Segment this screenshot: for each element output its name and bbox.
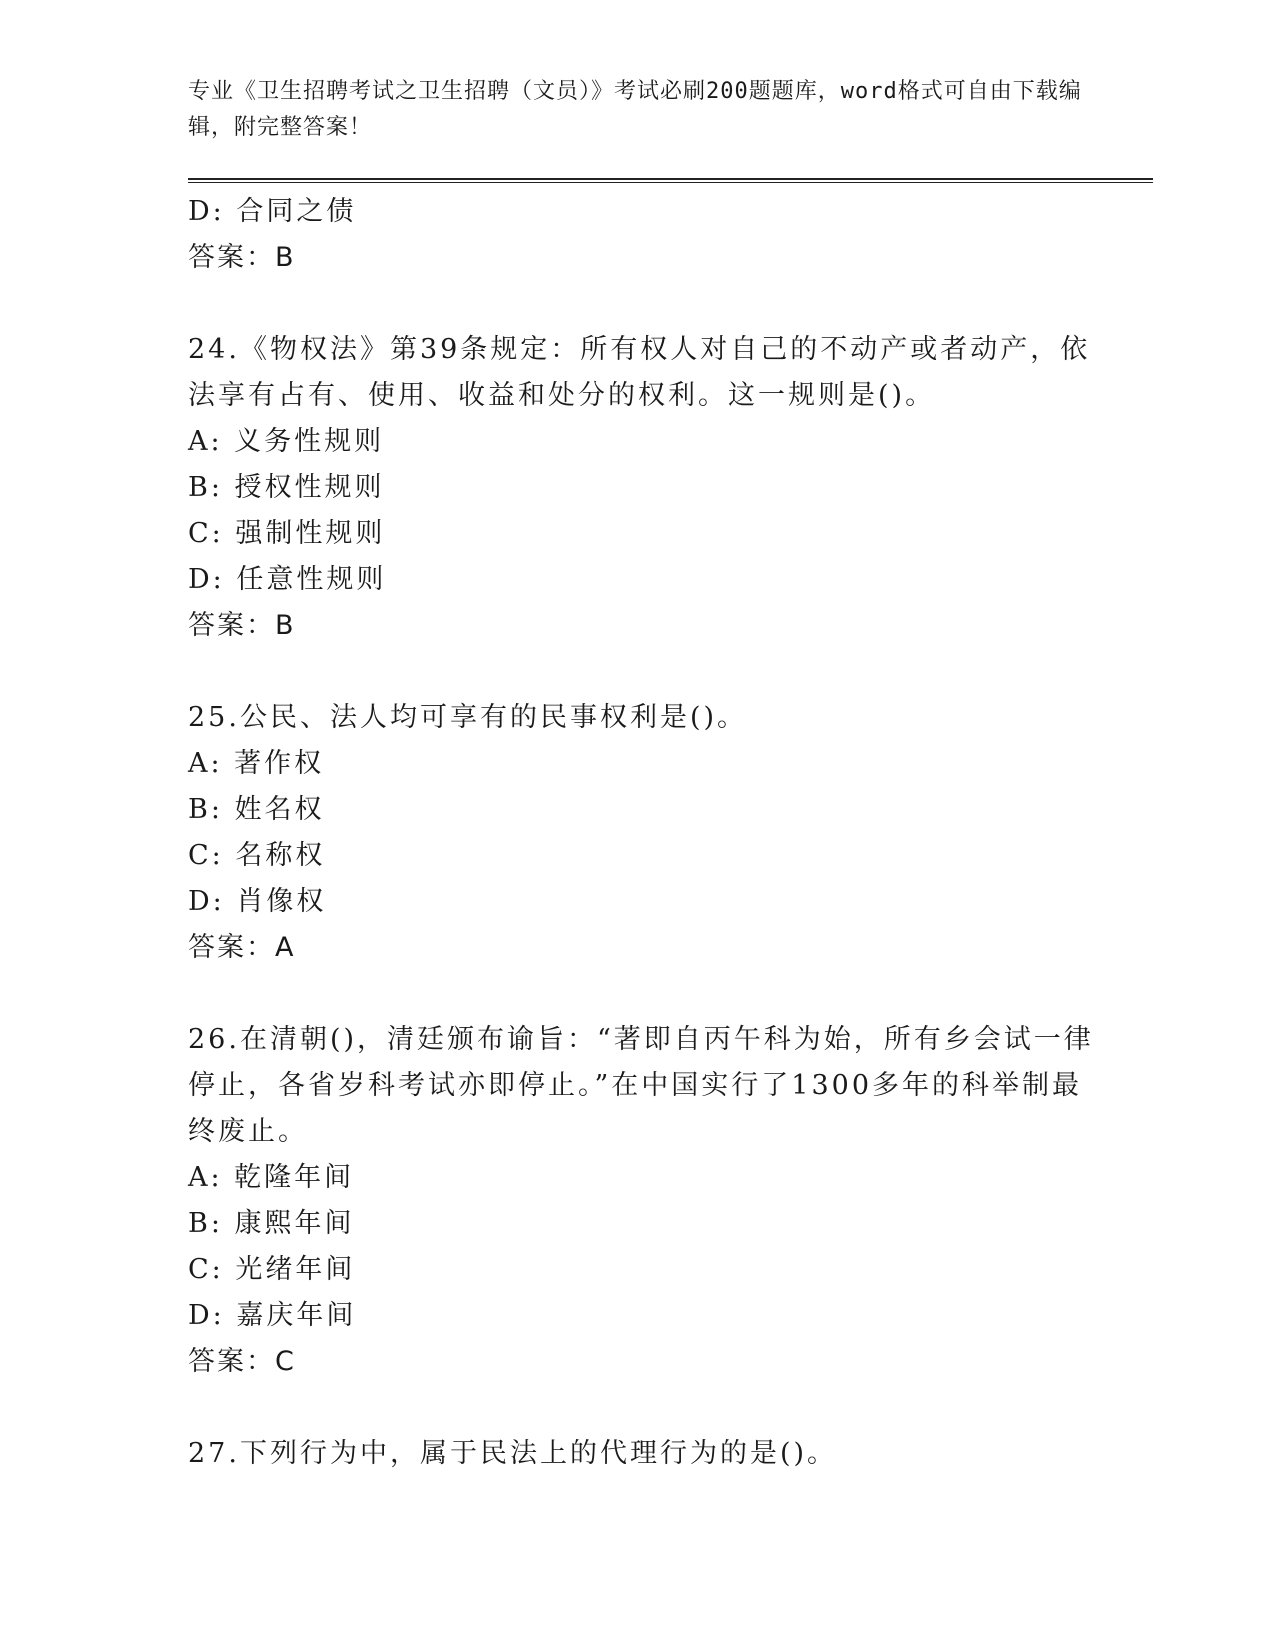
question-24-answer: 答案：B xyxy=(188,610,296,641)
question-24-stem-cont: 法享有占有、使用、收益和处分的权利。这一规则是()。 xyxy=(188,380,936,411)
question-25-answer: 答案：A xyxy=(188,932,296,963)
question-24-option-d: D: 任意性规则 xyxy=(188,564,387,595)
question-26-stem-cont: 终废止。 xyxy=(188,1116,308,1147)
question-25-stem: 25.公民、法人均可享有的民事权利是()。 xyxy=(188,702,748,733)
document-header: 专业《卫生招聘考试之卫生招聘（文员）》考试必刷200题题库，word格式可自由下载编辑，附完整答案！ xyxy=(188,79,1082,140)
question-24-option-c: C: 强制性规则 xyxy=(188,518,386,549)
question-25-option-a: A: 著作权 xyxy=(188,748,325,779)
spacer xyxy=(188,649,1088,695)
question-27-stem: 27.下列行为中，属于民法上的代理行为的是()。 xyxy=(188,1438,838,1469)
option-d: D: 合同之债 xyxy=(188,196,357,227)
question-25-option-c: C: 名称权 xyxy=(188,840,326,871)
question-24-option-b: B: 授权性规则 xyxy=(188,472,385,503)
spacer xyxy=(188,281,1088,327)
spacer xyxy=(188,971,1088,1017)
question-25-option-b: B: 姓名权 xyxy=(188,794,325,825)
question-26-stem-cont: 停止，各省岁科考试亦即停止。”在中国实行了1300多年的科举制最 xyxy=(188,1070,1083,1101)
question-26-option-c: C: 光绪年间 xyxy=(188,1254,356,1285)
document-body xyxy=(188,189,1094,1477)
question-26-option-a: A: 乾隆年间 xyxy=(188,1162,355,1193)
question-24-stem: 24.《物权法》第39条规定：所有权人对自己的不动产或者动产，依 xyxy=(188,334,1091,365)
question-26-answer: 答案：C xyxy=(188,1346,296,1377)
header-divider xyxy=(188,178,1153,183)
question-26-option-d: D: 嘉庆年间 xyxy=(188,1300,357,1331)
question-26-option-b: B: 康熙年间 xyxy=(188,1208,355,1239)
question-26-stem: 26.在清朝()，清廷颁布谕旨：“著即自丙午科为始，所有乡会试一律 xyxy=(188,1024,1094,1055)
answer: 答案：B xyxy=(188,242,296,273)
question-25-option-d: D: 肖像权 xyxy=(188,886,327,917)
question-24-option-a: A: 义务性规则 xyxy=(188,426,385,457)
spacer xyxy=(188,1385,1088,1431)
